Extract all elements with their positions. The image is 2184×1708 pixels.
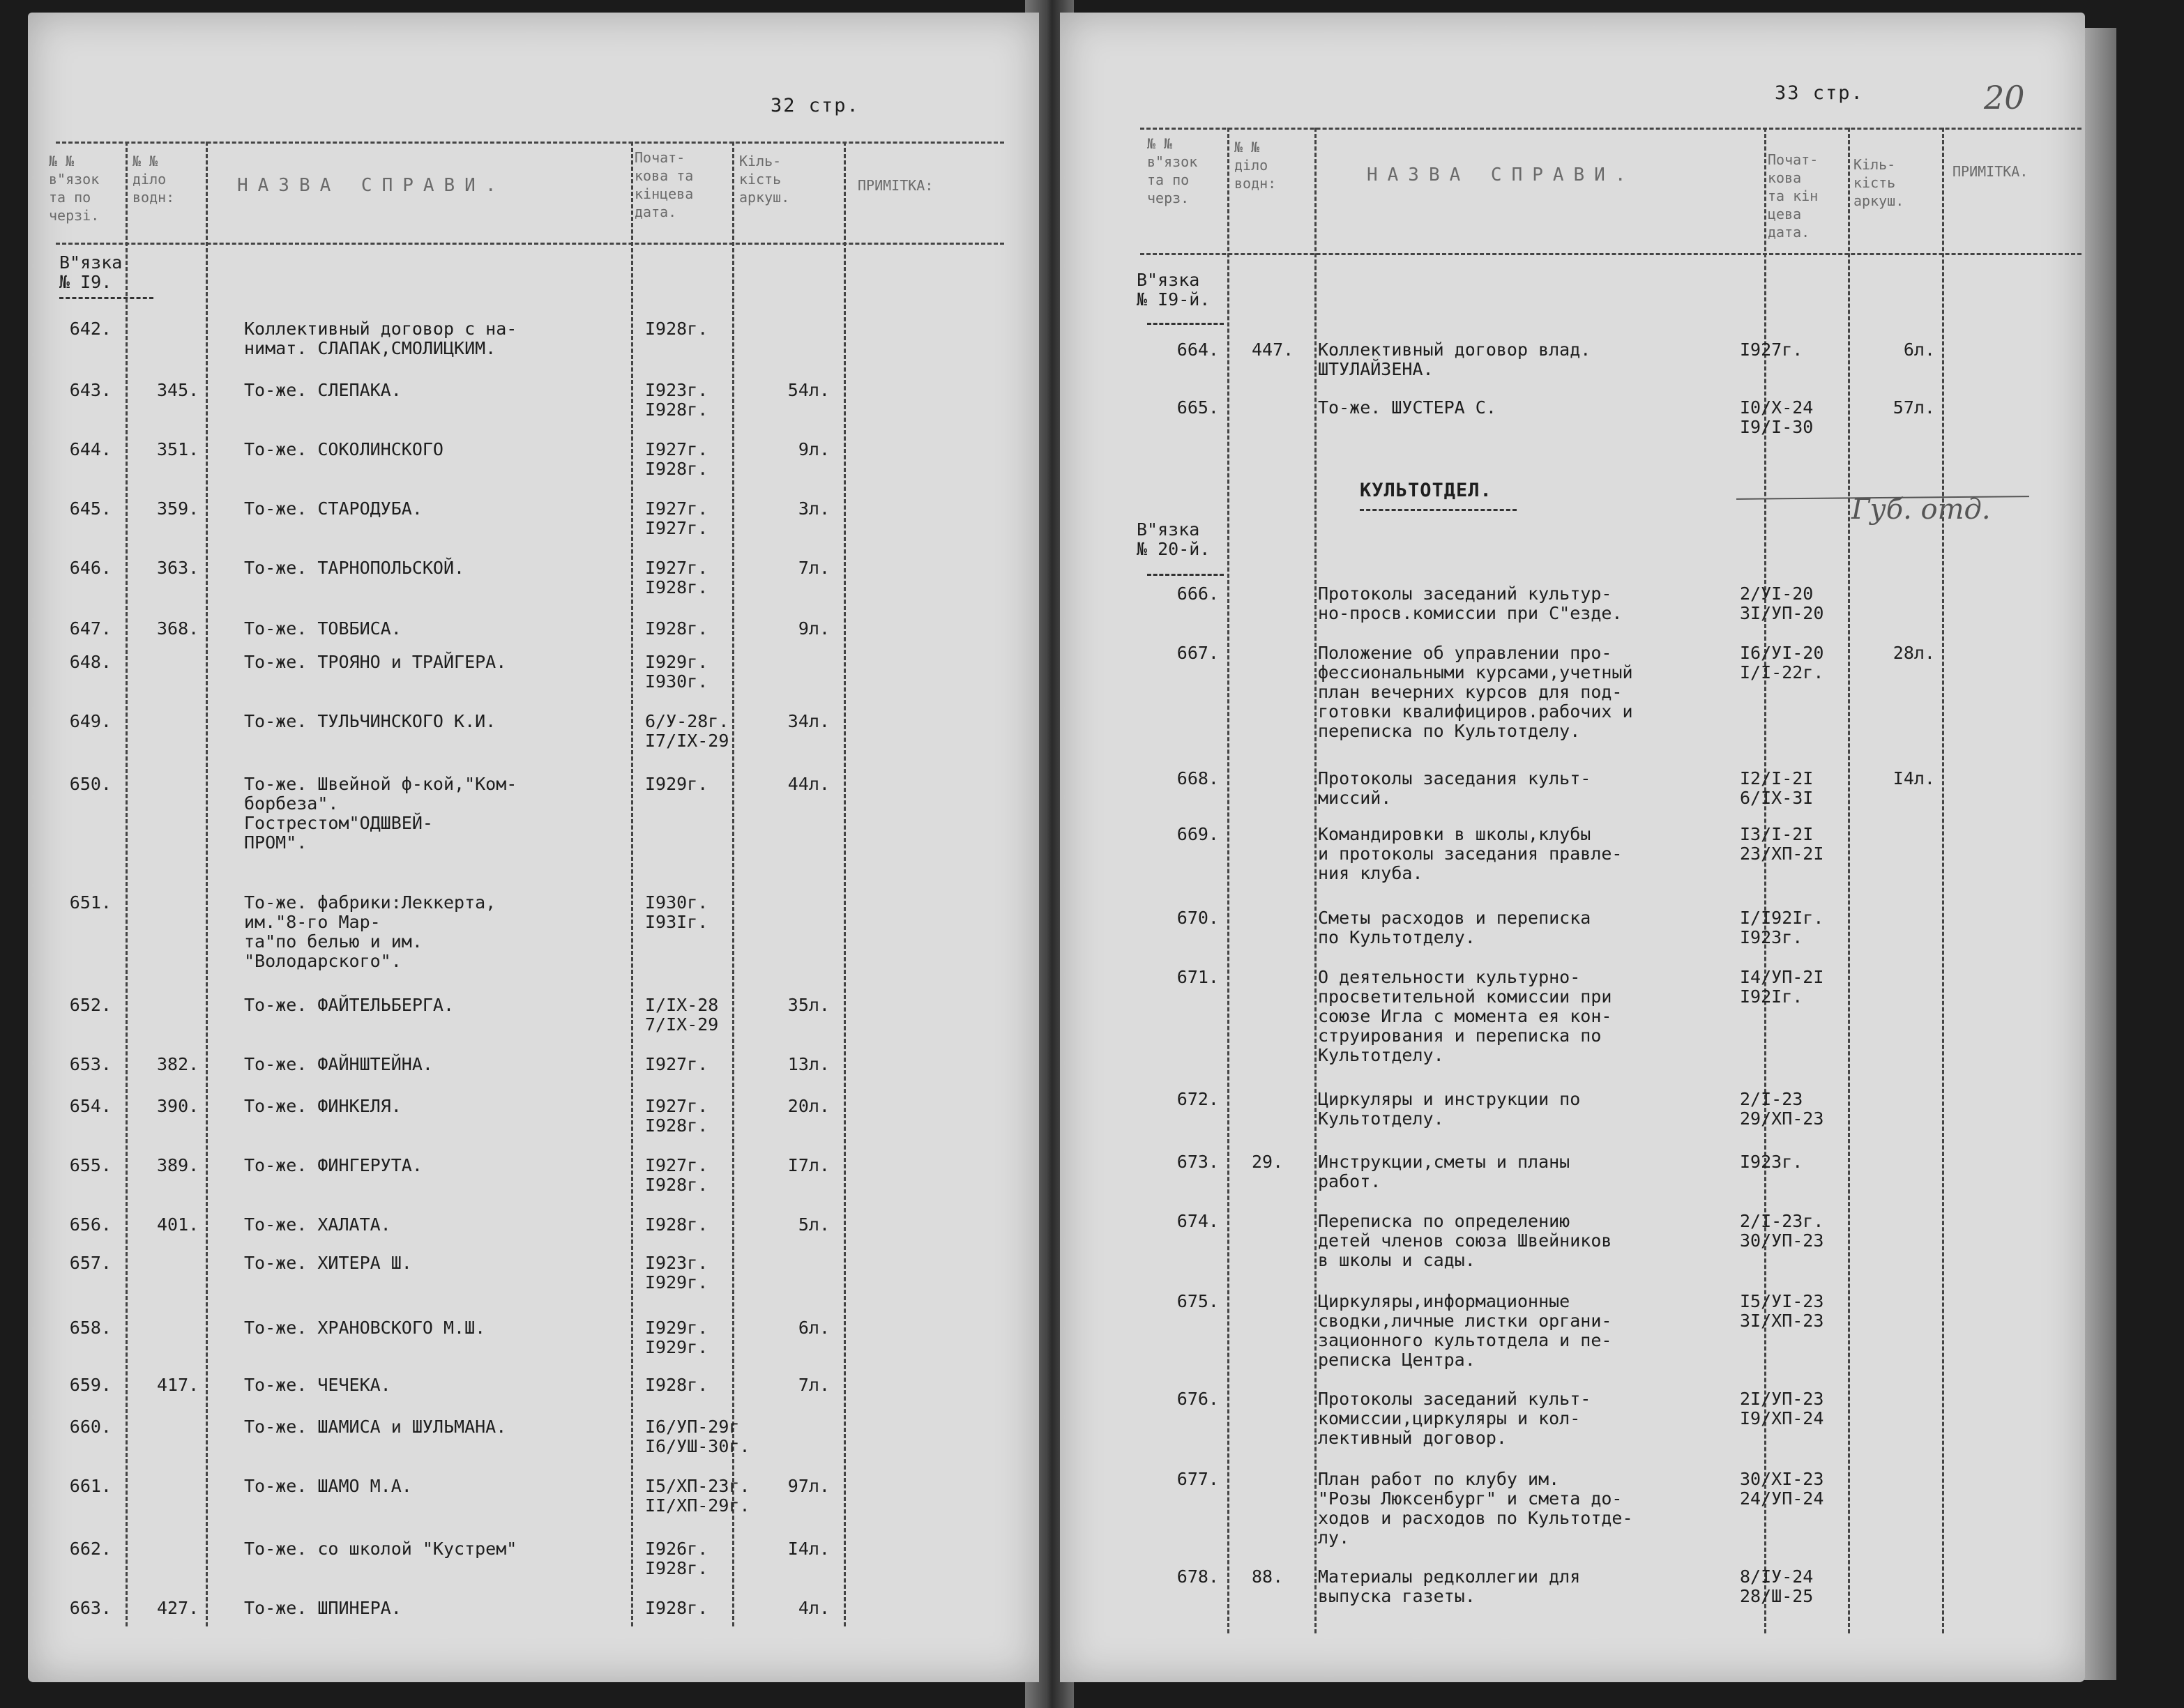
folio-number: 363. <box>157 558 199 578</box>
case-title: То-же. СТАРОДУБА. <box>244 498 423 519</box>
entry-number: 655. <box>69 1155 112 1175</box>
entry-number: 668. <box>1176 768 1219 788</box>
case-title: Протоколы заседаний культур- но-просв.комиссии при С"езде. <box>1318 584 1623 623</box>
header-bottom-rule <box>1140 253 2081 255</box>
case-dates: I/I92Iг. I923г. <box>1740 908 1824 947</box>
case-dates: I4/УП-2I I92Iг. <box>1740 967 1824 1007</box>
folio-number: 88. <box>1252 1566 1284 1587</box>
entry-number: 673. <box>1176 1152 1219 1172</box>
sheet-count: 57л. <box>1893 397 1935 418</box>
case-title: То-же. ТРОЯНО и ТРАЙГЕРА. <box>244 652 507 672</box>
case-title: Положение об управлении про- фессиональными курсами,учетный план вечерних курсов для под- готовки квалифициров.рабочих и переписка по Культотделу. <box>1318 643 1633 741</box>
sheet-count: 3л. <box>798 498 830 519</box>
column-rule <box>1942 128 1944 1633</box>
bundle-label: В"язка № 20-й. <box>1137 519 1211 559</box>
case-title: То-же. ЧЕЧЕКА. <box>244 1375 391 1395</box>
sheet-count: 97л. <box>787 1476 830 1496</box>
sheet-count: I4л. <box>1893 768 1935 788</box>
folio-number: 351. <box>157 439 199 459</box>
case-title: Циркуляры и инструкции по Культотделу. <box>1318 1089 1581 1129</box>
case-dates: I928г. <box>645 618 708 639</box>
case-title: То-же. ШАМИСА и ШУЛЬМАНА. <box>244 1417 507 1437</box>
column-rule <box>631 142 633 1626</box>
folio-number: 401. <box>157 1214 199 1235</box>
folio-number: 390. <box>157 1096 199 1116</box>
sheet-count: 28л. <box>1893 643 1935 663</box>
entry-number: 656. <box>69 1214 112 1235</box>
case-dates: 6/У-28г. I7/IX-29 <box>645 711 729 751</box>
case-dates: I923г. I929г. <box>645 1253 708 1293</box>
case-dates: 2/УI-20 3I/УП-20 <box>1740 584 1824 623</box>
case-dates: I929г. <box>645 774 708 794</box>
entry-number: 642. <box>69 319 112 339</box>
sheet-count: 6л. <box>798 1318 830 1338</box>
case-title: Протоколы заседания культ- миссий. <box>1318 768 1591 808</box>
header-case-title: НАЗВА СПРАВИ. <box>237 175 506 196</box>
entry-number: 666. <box>1176 584 1219 604</box>
sheet-count: 4л. <box>798 1598 830 1618</box>
entry-number: 648. <box>69 652 112 672</box>
sheet-count: 9л. <box>798 439 830 459</box>
case-dates: I5/XП-23г. II/XП-29г. <box>645 1476 750 1516</box>
case-dates: 2I/УП-23 I9/XП-24 <box>1740 1389 1824 1428</box>
entry-number: 662. <box>69 1539 112 1559</box>
entry-number: 663. <box>69 1598 112 1618</box>
case-dates: I928г. <box>645 1375 708 1395</box>
header-bundle-number: № № в"язок та по черз. <box>1147 135 1198 206</box>
left-page <box>28 13 1039 1682</box>
entry-number: 670. <box>1176 908 1219 928</box>
case-title: То-же. ХАЛАТА. <box>244 1214 391 1235</box>
case-title: То-же. со школой "Кустрем" <box>244 1539 517 1559</box>
header-dates: Почат- кова та кін цева дата. <box>1768 151 1819 241</box>
entry-number: 676. <box>1176 1389 1219 1409</box>
case-dates: I928г. <box>645 319 708 339</box>
header-folio-number: № № діло водн: <box>132 153 175 206</box>
bundle-underline <box>59 297 153 299</box>
sheet-count: 35л. <box>787 995 830 1015</box>
header-top-rule <box>1140 128 2081 130</box>
section-title: КУЛЬТОТДЕЛ. <box>1360 480 1492 501</box>
entry-number: 643. <box>69 380 112 400</box>
case-dates: I2/I-2I 6/IX-3I <box>1740 768 1814 808</box>
case-dates: 8/IУ-24 28/Ш-25 <box>1740 1566 1814 1606</box>
case-dates: I927г. I928г. <box>645 558 708 597</box>
sheet-count: 34л. <box>787 711 830 731</box>
sheet-count: 7л. <box>798 1375 830 1395</box>
header-case-title: НАЗВА СПРАВИ. <box>1367 165 1636 185</box>
case-title: Коллективный договор влад. ШТУЛАЙЗЕНА. <box>1318 340 1591 379</box>
case-title: То-же. ТОВБИСА. <box>244 618 402 639</box>
bundle-label: В"язка № I9-й. <box>1137 270 1211 310</box>
case-dates: I926г. I928г. <box>645 1539 708 1578</box>
sheet-count: I4л. <box>787 1539 830 1559</box>
case-dates: I928г. <box>645 1598 708 1618</box>
case-title: Инструкции,сметы и планы работ. <box>1318 1152 1570 1191</box>
entry-number: 647. <box>69 618 112 639</box>
header-folio-number: № № діло водн: <box>1234 139 1277 192</box>
entry-number: 672. <box>1176 1089 1219 1109</box>
bundle-underline <box>1147 323 1224 325</box>
header-sheets: Кіль- кість аркуш. <box>1853 156 1904 209</box>
header-bundle-number: № № в"язок та по черзі. <box>49 153 100 224</box>
entry-number: 677. <box>1176 1469 1219 1489</box>
case-dates: I927г. I928г. <box>645 439 708 479</box>
entry-number: 671. <box>1176 967 1219 987</box>
handwritten-note: Губ. отд. <box>1851 494 1991 526</box>
case-title: То-же. ХИТЕРА Ш. <box>244 1253 412 1273</box>
case-title: Материалы редколлегии для выпуска газеты. <box>1318 1566 1581 1606</box>
column-rule <box>1227 128 1229 1633</box>
case-dates: I930г. I93Iг. <box>645 892 708 932</box>
case-title: То-же. СЛЕПАКА. <box>244 380 402 400</box>
page-number: 32 стр. <box>771 95 860 116</box>
entry-number: 667. <box>1176 643 1219 663</box>
entry-number: 650. <box>69 774 112 794</box>
entry-number: 674. <box>1176 1211 1219 1231</box>
column-rule <box>206 142 208 1626</box>
folio-number: 447. <box>1252 340 1294 360</box>
sheet-count: I7л. <box>787 1155 830 1175</box>
case-dates: I6/УI-20 I/I-22г. <box>1740 643 1824 683</box>
entry-number: 651. <box>69 892 112 913</box>
case-title: О деятельности культурно- просветительной комиссии при союзе Игла с момента ея кон- струирования и переписка по Культотделу. <box>1318 967 1612 1065</box>
case-dates: I/IX-28 7/IX-29 <box>645 995 719 1035</box>
case-title: То-же. ТАРНОПОЛЬСКОЙ. <box>244 558 465 578</box>
entry-number: 665. <box>1176 397 1219 418</box>
header-top-rule <box>56 142 1004 144</box>
sheet-count: 13л. <box>787 1054 830 1074</box>
case-dates: 2/I-23г. 30/УП-23 <box>1740 1211 1824 1251</box>
folio-number: 368. <box>157 618 199 639</box>
header-bottom-rule <box>56 243 1004 245</box>
case-title: То-же. ШАМО М.А. <box>244 1476 412 1496</box>
case-dates: I928г. <box>645 1214 708 1235</box>
sheet-count: 9л. <box>798 618 830 639</box>
entry-number: 669. <box>1176 824 1219 844</box>
right-page <box>1060 13 2085 1682</box>
entry-number: 649. <box>69 711 112 731</box>
sheet-count: 6л. <box>1903 340 1935 360</box>
case-dates: I6/УП-29г I6/УШ-30г. <box>645 1417 750 1456</box>
case-dates: 2/I-23 29/XП-23 <box>1740 1089 1824 1129</box>
entry-number: 675. <box>1176 1291 1219 1311</box>
column-rule <box>844 142 846 1626</box>
case-dates: I927г. <box>645 1054 708 1074</box>
page-number: 33 стр. <box>1775 82 1864 104</box>
entry-number: 653. <box>69 1054 112 1074</box>
sheet-count: 44л. <box>787 774 830 794</box>
entry-number: 645. <box>69 498 112 519</box>
header-notes: ПРИМІТКА: <box>858 177 934 194</box>
case-title: То-же. Швейной ф-кой,"Ком- борбеза". Гострестом"ОДШВЕЙ- ПРОМ". <box>244 774 517 853</box>
entry-number: 660. <box>69 1417 112 1437</box>
case-dates: I3/I-2I 23/XП-2I <box>1740 824 1824 864</box>
case-dates: I0/X-24 I9/I-30 <box>1740 397 1814 437</box>
entry-number: 658. <box>69 1318 112 1338</box>
header-sheets: Кіль- кість аркуш. <box>739 153 790 206</box>
case-title: Коллективный договор с на- нимат. СЛАПАК,СМОЛИЦКИМ. <box>244 319 517 358</box>
case-title: То-же. фабрики:Леккерта, им."8-го Мар- та"по белью и им. "Володарского". <box>244 892 496 971</box>
case-title: Протоколы заседаний культ- комиссии,циркуляры и кол- лективный договор. <box>1318 1389 1591 1448</box>
case-title: План работ по клубу им. "Розы Люксенбург" и смета до- ходов и расходов по Культотде- лу. <box>1318 1469 1633 1548</box>
case-dates: I927г. I928г. <box>645 1155 708 1195</box>
handwritten-folio: 20 <box>1984 79 2025 116</box>
case-title: То-же. ФИНКЕЛЯ. <box>244 1096 402 1116</box>
folio-number: 382. <box>157 1054 199 1074</box>
entry-number: 678. <box>1176 1566 1219 1587</box>
case-dates: I5/УI-23 3I/XП-23 <box>1740 1291 1824 1331</box>
case-title: То-же. СОКОЛИНСКОГО <box>244 439 443 459</box>
case-dates: I929г. I930г. <box>645 652 708 692</box>
sheet-count: 7л. <box>798 558 830 578</box>
case-title: Циркуляры,информационные сводки,личные листки органи- зационного культотдела и пе- реписка Центра. <box>1318 1291 1612 1370</box>
header-notes: ПРИМІТКА. <box>1952 163 2028 180</box>
entry-number: 654. <box>69 1096 112 1116</box>
case-dates: I927г. <box>1740 340 1803 360</box>
case-dates: I927г. I928г. <box>645 1096 708 1136</box>
bundle-label: В"язка № I9. <box>59 252 123 292</box>
folio-number: 427. <box>157 1598 199 1618</box>
entry-number: 652. <box>69 995 112 1015</box>
entry-number: 664. <box>1176 340 1219 360</box>
folio-number: 345. <box>157 380 199 400</box>
sheet-count: 5л. <box>798 1214 830 1235</box>
entry-number: 644. <box>69 439 112 459</box>
case-dates: 30/XI-23 24/УП-24 <box>1740 1469 1824 1509</box>
sheet-count: 54л. <box>787 380 830 400</box>
entry-number: 657. <box>69 1253 112 1273</box>
folio-number: 29. <box>1252 1152 1284 1172</box>
folio-number: 417. <box>157 1375 199 1395</box>
entry-number: 646. <box>69 558 112 578</box>
case-title: Сметы расходов и переписка по Культотделу. <box>1318 908 1591 947</box>
case-title: Командировки в школы,клубы и протоколы заседания правле- ния клуба. <box>1318 824 1623 883</box>
column-rule <box>732 142 734 1626</box>
section-underline <box>1360 509 1517 511</box>
column-rule <box>126 142 128 1626</box>
case-dates: I923г. <box>1740 1152 1803 1172</box>
case-dates: I927г. I927г. <box>645 498 708 538</box>
case-title: То-же. ФИНГЕРУТА. <box>244 1155 423 1175</box>
case-title: Переписка по определению детей членов союза Швейников в школы и сады. <box>1318 1211 1612 1270</box>
case-title: То-же. ТУЛЬЧИНСКОГО К.И. <box>244 711 496 731</box>
sheet-count: 20л. <box>787 1096 830 1116</box>
folio-number: 389. <box>157 1155 199 1175</box>
entry-number: 661. <box>69 1476 112 1496</box>
book-edge <box>2081 28 2116 1680</box>
bundle-underline <box>1147 574 1224 576</box>
case-title: То-же. ШПИНЕРА. <box>244 1598 402 1618</box>
case-title: То-же. ФАЙТЕЛЬБЕРГА. <box>244 995 455 1015</box>
case-dates: I929г. I929г. <box>645 1318 708 1357</box>
case-title: То-же. ФАЙНШТЕЙНА. <box>244 1054 433 1074</box>
entry-number: 659. <box>69 1375 112 1395</box>
column-rule <box>1314 128 1317 1633</box>
case-dates: I923г. I928г. <box>645 380 708 420</box>
case-title: То-же. ХРАНОВСКОГО М.Ш. <box>244 1318 486 1338</box>
case-title: То-же. ШУСТЕРА С. <box>1318 397 1496 418</box>
folio-number: 359. <box>157 498 199 519</box>
header-dates: Почат- кова та кінцева дата. <box>635 149 694 220</box>
